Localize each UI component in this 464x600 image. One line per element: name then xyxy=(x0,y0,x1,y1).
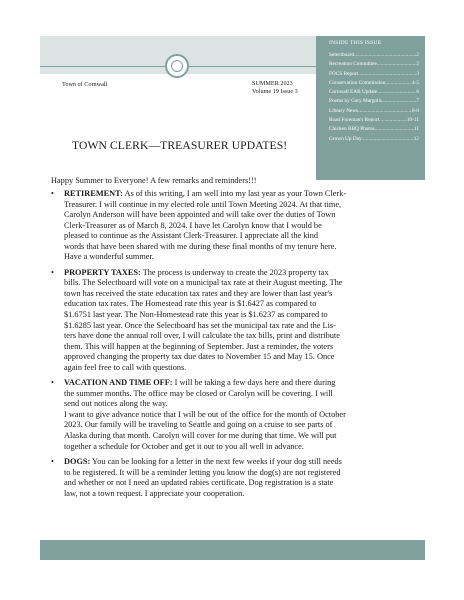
issue-info xyxy=(252,80,298,95)
toc-item xyxy=(329,60,419,69)
toc-item xyxy=(329,97,419,106)
item-line: pleased to continue as the Assistant Clerk-Treasurer. I appreciate all the kind xyxy=(64,231,319,241)
toc-title: INSIDE THIS ISSUE xyxy=(329,40,382,46)
item-line: ters have done the annual roll over, I will calculate the tax bills, print and distribute xyxy=(64,331,340,341)
item-text: I will be taking a few days here and there during xyxy=(172,378,336,388)
toc-item-label: Road Foreman's Report xyxy=(329,117,380,124)
article-intro: Happy Summer to Everyone! A few remarks and reminders!!! xyxy=(51,176,257,185)
toc-item-label: Cornwall EAB Update xyxy=(329,89,378,96)
toc-item xyxy=(329,51,419,60)
item-title: DOGS: xyxy=(64,457,91,467)
toc-leader-dots xyxy=(382,97,416,106)
toc-item-label: Library News xyxy=(329,107,359,114)
toc-item-label: Poems by Gary Margolis xyxy=(329,98,383,105)
toc-item xyxy=(329,116,419,125)
toc-item-page: 2 xyxy=(416,61,419,68)
item-text: You can be looking for a letter in the next few weeks if your dog still needs xyxy=(90,457,342,467)
item-line: education tax rates. The Homestead rate this year is $1.6427 as compared to xyxy=(64,299,317,309)
item-line: words that have been shared with me during these final months of my tenure here. xyxy=(64,241,337,251)
item-line: law, not a town request. I appreciate your cooperation. xyxy=(64,488,245,498)
bullet-icon: • xyxy=(51,457,54,467)
item-line: to be registered. It will be a reminder letting you know the dog(s) are not registered xyxy=(64,467,341,477)
toc-leader-dots xyxy=(377,60,417,69)
bullet-icon: • xyxy=(51,189,54,198)
item-line: I want to give advance notice that I will be out of the office for the month of October xyxy=(64,409,346,419)
item-line: approved changing the property tax due dates to November 15 and May 15. Once xyxy=(64,352,335,362)
toc-item-label: Grown Up Day xyxy=(329,135,362,142)
toc-item xyxy=(329,70,419,79)
toc-leader-dots xyxy=(358,70,416,79)
toc-item-page: 11 xyxy=(413,126,419,133)
item-line: together a schedule for October and get it out to you all well in advance. xyxy=(64,441,304,451)
toc-item-page: 8-9 xyxy=(411,107,419,114)
item-line: send out notices along the way. xyxy=(64,399,168,409)
toc-item-label: FOCS Report xyxy=(329,70,358,77)
article-item xyxy=(47,378,432,452)
item-text: As of this writing, I am well into my last year as your Town Clerk- xyxy=(122,189,347,198)
item-line: again feel free to call with questions. xyxy=(64,362,187,372)
toc-item-label: Selectboard xyxy=(329,52,355,58)
item-line xyxy=(64,378,432,389)
toc-item xyxy=(329,125,419,134)
toc-item xyxy=(329,88,419,97)
toc-item-label: Conservation Commission xyxy=(329,79,386,86)
toc-leader-dots xyxy=(377,88,416,97)
item-line xyxy=(64,189,432,200)
toc-item-page: 6 xyxy=(416,89,419,96)
item-line: Clerk-Treasurer as of March 8, 2024. I have let Carolyn know that I would be xyxy=(64,220,322,230)
toc-leader-dots xyxy=(354,51,416,60)
item-line: Carolyn Anderson will have been appointed and will take over the duties of Town xyxy=(64,210,336,220)
item-title: VACATION AND TIME OFF: xyxy=(64,378,173,388)
toc-leader-dots xyxy=(379,116,407,125)
article-item xyxy=(47,189,432,263)
bullet-icon: • xyxy=(51,267,54,277)
toc-item xyxy=(329,79,419,88)
town-name: Town of Cornwall xyxy=(62,81,108,88)
ring-ornament-icon xyxy=(165,54,189,78)
toc-list xyxy=(329,51,419,144)
item-line: and whether or not I need an updated rabies certificate. Dog registration is a state xyxy=(64,478,334,488)
toc-item-label: Recreation Committee xyxy=(329,61,377,68)
item-line: Treasurer. I will continue in my elected role until Town Meeting 2024. At that time, xyxy=(64,199,342,209)
article-item xyxy=(47,268,432,373)
toc-item-page: 7 xyxy=(416,98,419,105)
article-heading: TOWN CLERK—TREASURER UPDATES! xyxy=(72,139,288,152)
item-line: Have a wonderful summer. xyxy=(64,252,154,262)
toc-leader-dots xyxy=(362,135,414,144)
issue-season: SUMMER 2023 xyxy=(252,80,293,87)
bullet-icon: • xyxy=(51,378,54,388)
item-line: 2023. Our family will be traveling to Seattle and going on a cruise to see parts of xyxy=(64,420,333,430)
footer-band xyxy=(40,540,425,560)
table-of-contents xyxy=(316,36,425,180)
toc-item-page: 10-11 xyxy=(406,117,419,124)
item-line: $1.6285 last year. Once the Selectboard has set the municipal tax rate and the Lis- xyxy=(64,320,336,330)
toc-leader-dots xyxy=(375,125,414,134)
header-rule-right xyxy=(189,66,316,67)
toc-leader-dots xyxy=(358,107,412,116)
issue-volume: Volume 19 Issue 3 xyxy=(252,87,298,95)
toc-item-page: 4-5 xyxy=(411,79,419,86)
article-item xyxy=(47,457,432,499)
item-line xyxy=(64,457,432,468)
item-line: the summer months. The office may be closed or Carolyn will be covering. I will xyxy=(64,388,333,398)
item-line: bills. The Selectboard will vote on a municipal tax rate at their August meeting. The xyxy=(64,278,343,288)
item-line: town has received the state education tax rates and they are lower than last year's xyxy=(64,288,333,298)
article-items xyxy=(47,189,432,504)
toc-item-page: 2 xyxy=(416,52,419,58)
toc-leader-dots xyxy=(385,79,412,88)
toc-item-page: 12 xyxy=(413,135,419,142)
item-line xyxy=(64,268,432,279)
toc-item-page: 3 xyxy=(416,70,419,77)
header-rule-left xyxy=(40,66,165,67)
item-title: RETIREMENT: xyxy=(64,189,123,198)
item-line: Alaska during that month. Carolyn will cover for me during that time. We will put xyxy=(64,431,337,441)
toc-item xyxy=(329,107,419,116)
item-text: The process is underway to create the 2023 property tax xyxy=(140,267,329,277)
toc-item-label: Chicken BBQ Photos xyxy=(329,126,375,133)
item-title: PROPERTY TAXES: xyxy=(64,267,141,277)
toc-item xyxy=(329,135,419,144)
item-line: them. This will happen at the beginning of September. Just a reminder, the voters xyxy=(64,341,334,351)
item-line: $1.6751 last year. The Non-Homestead rate this year is $1.6237 as compared to xyxy=(64,310,328,320)
